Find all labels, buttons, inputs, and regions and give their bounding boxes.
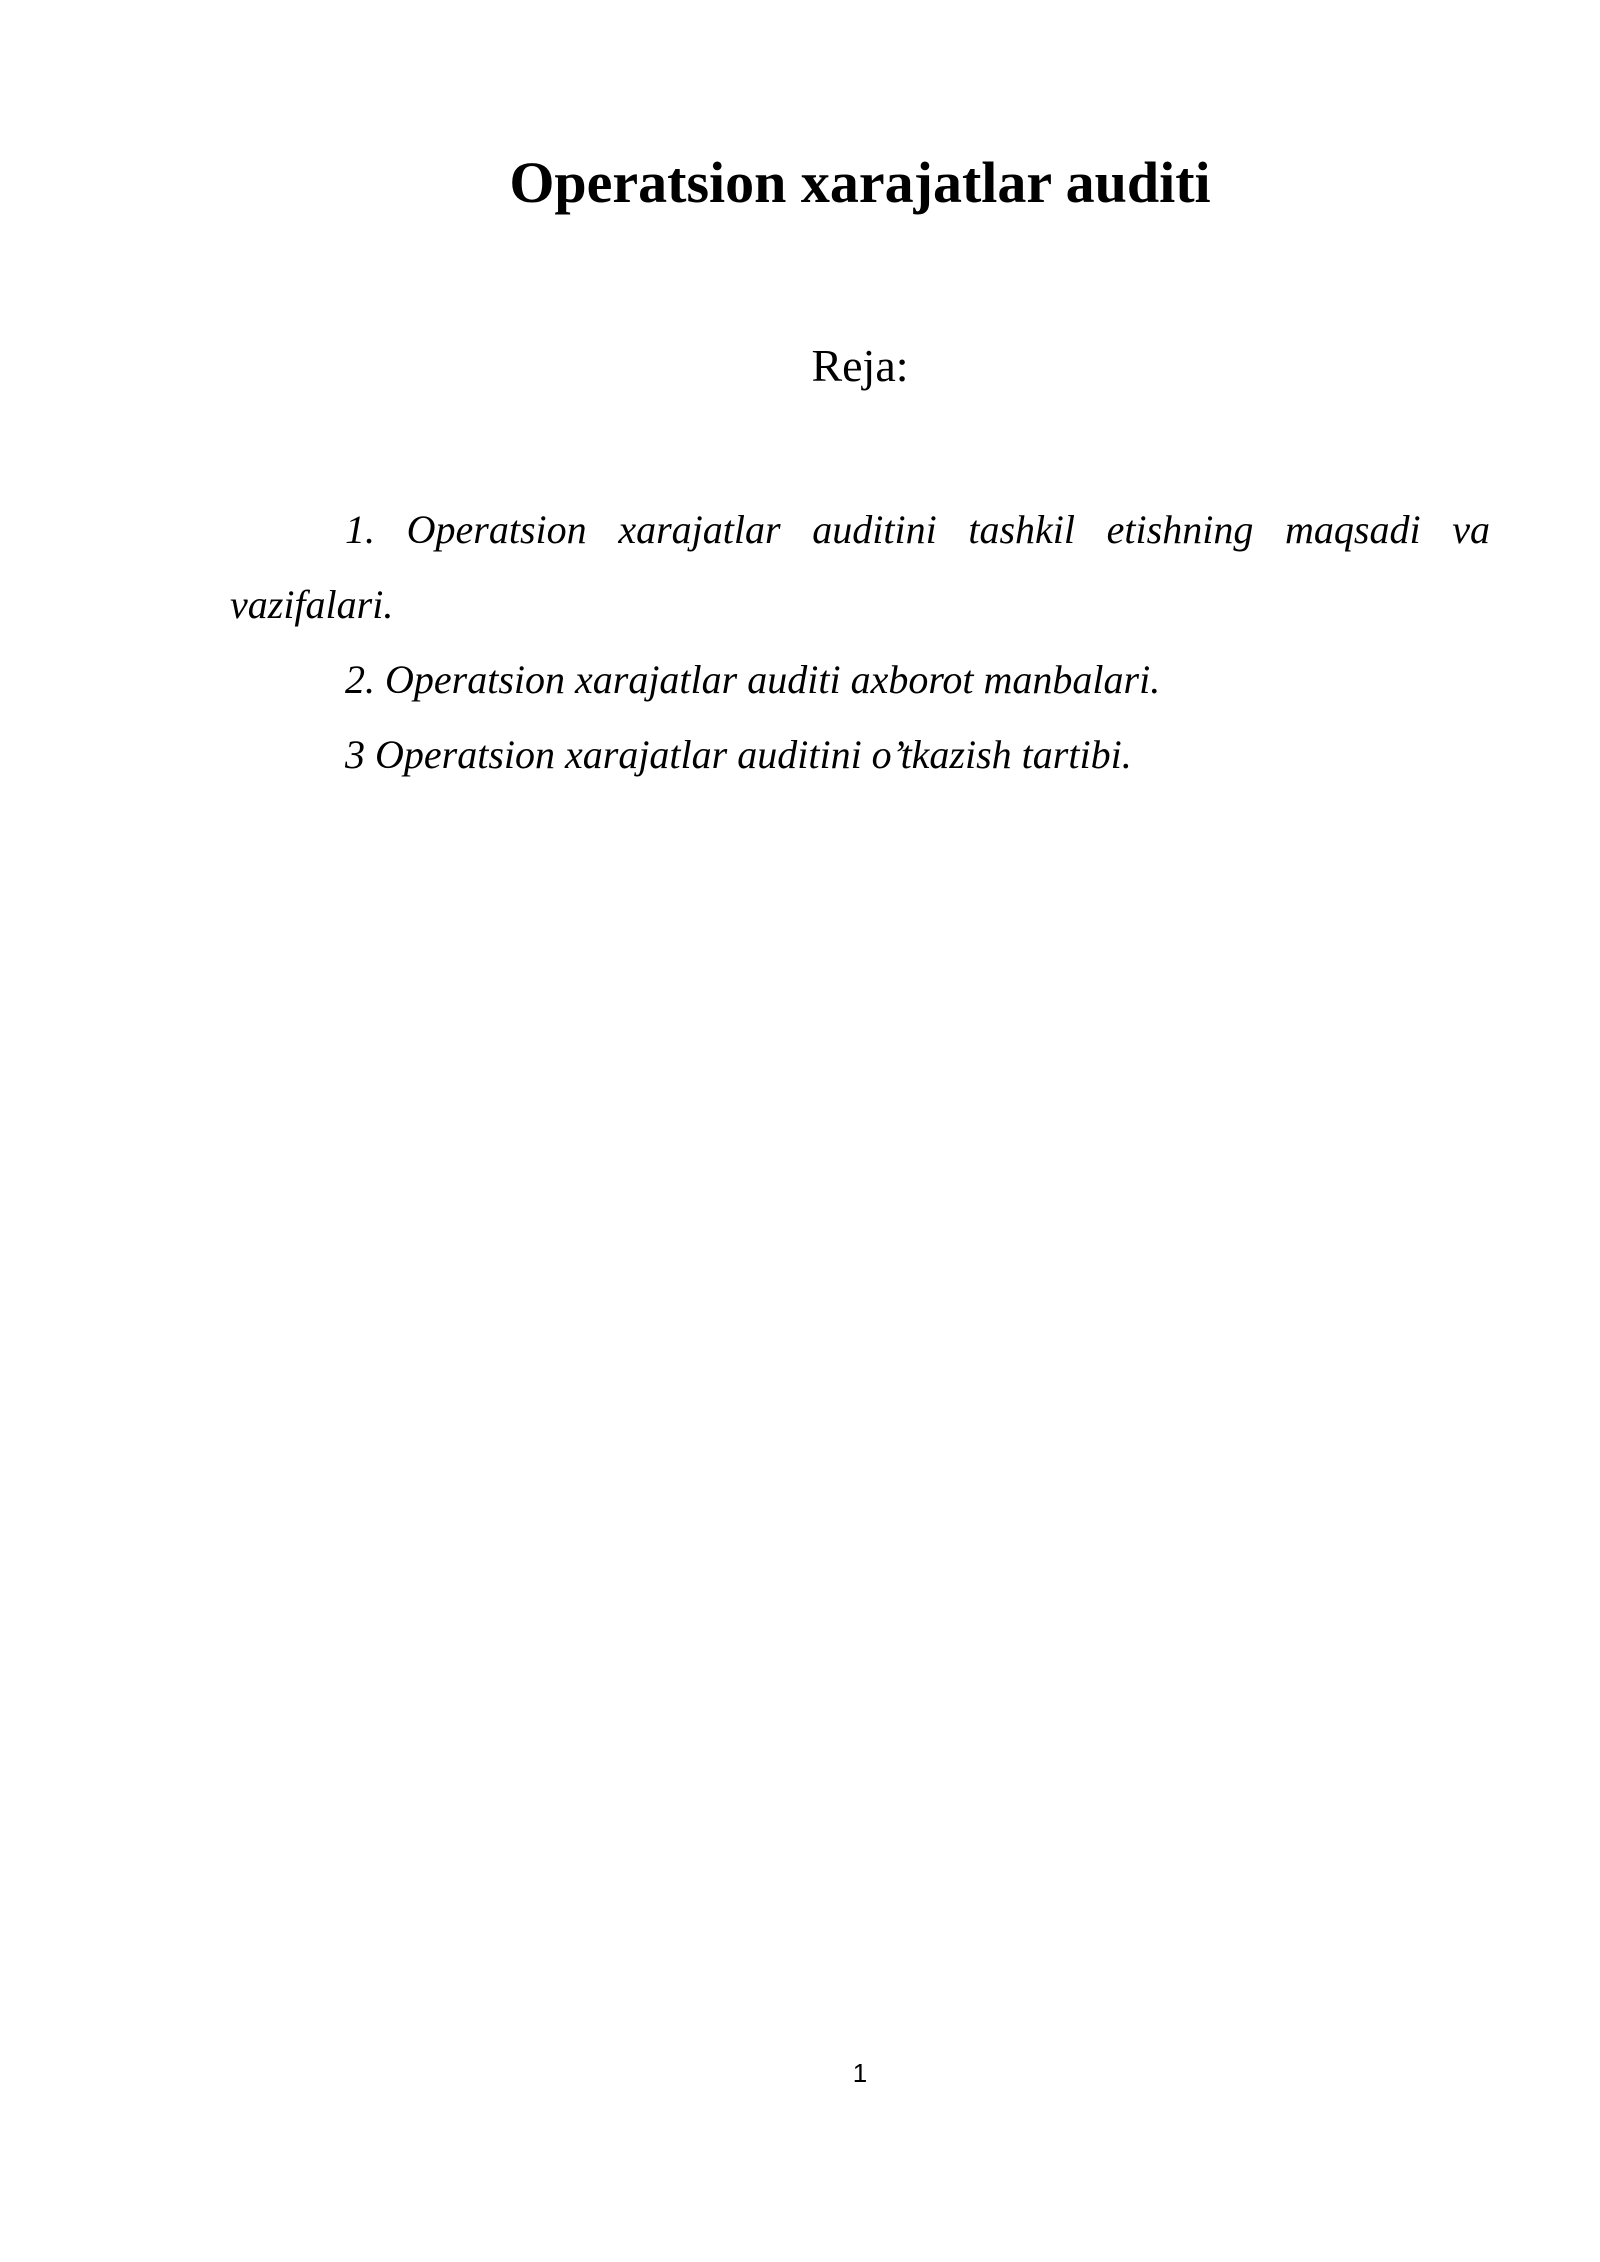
plan-item-2: 2. Operatsion xarajatlar auditi axborot manbalari.: [345, 657, 1161, 702]
plan-heading: Reja:: [811, 340, 909, 391]
plan-list: [230, 492, 1490, 792]
document-title: Operatsion xarajatlar auditi: [509, 150, 1211, 215]
plan-item-1: 1. Operatsion xarajatlar auditini tashkil etishning maqsadi va vazifalari.: [230, 507, 1490, 627]
plan-item-3: 3 Operatsion xarajatlar auditini o’tkazish tartibi.: [345, 732, 1132, 777]
page-number: 1: [852, 2058, 868, 2088]
